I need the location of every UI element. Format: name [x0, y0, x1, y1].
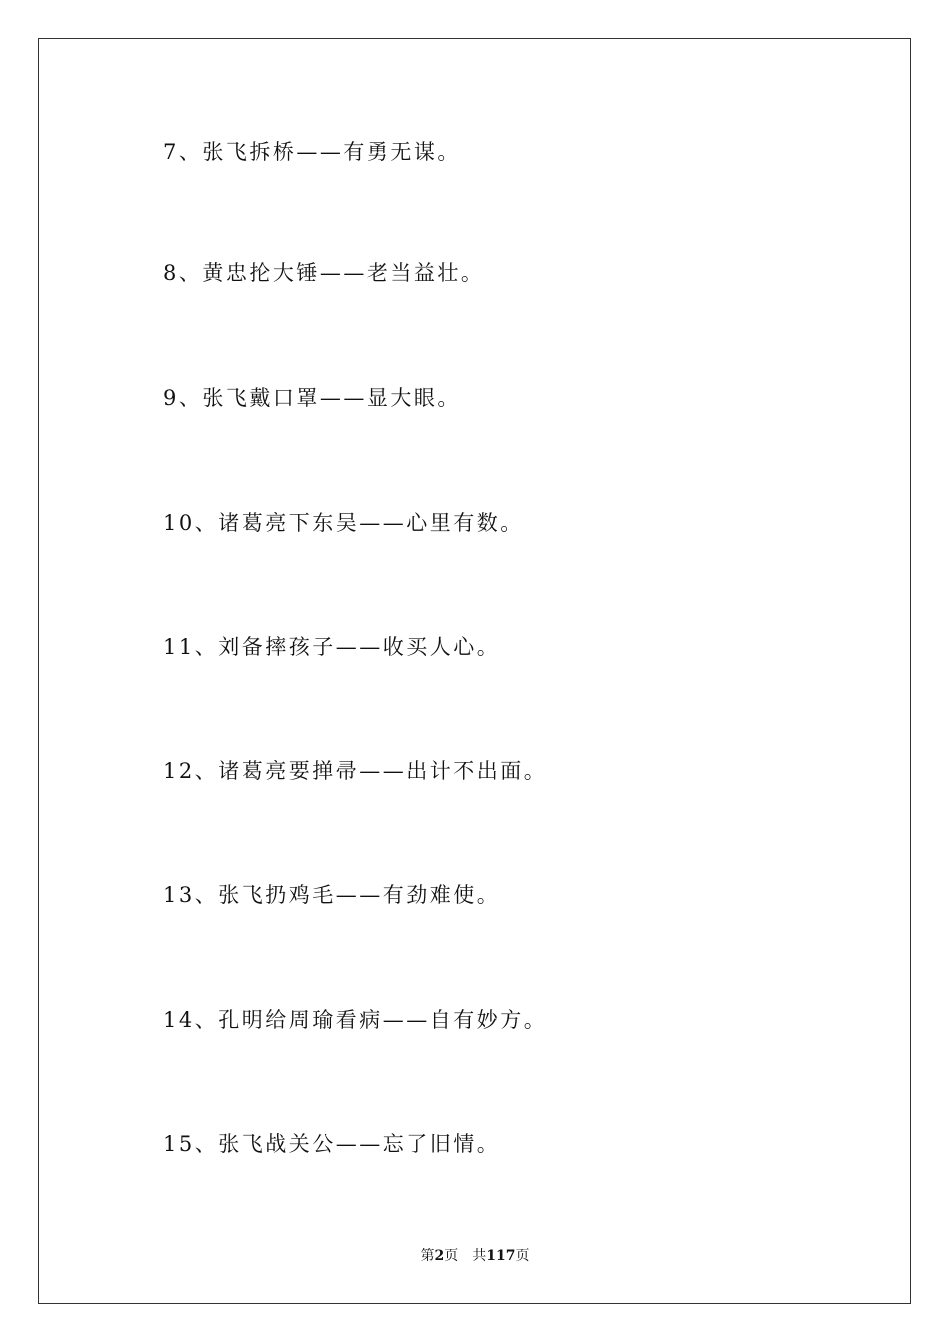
page-prefix: 第 [420, 1248, 435, 1264]
list-item: 14、孔明给周瑜看病——自有妙方。 [163, 1008, 548, 1032]
page-frame [38, 38, 911, 1304]
list-item: 7、张飞拆桥——有勇无谋。 [163, 140, 461, 164]
list-item: 11、刘备摔孩子——收买人心。 [163, 635, 501, 659]
total-suffix: 页 [515, 1248, 530, 1264]
page-number: 2 [434, 1248, 445, 1264]
page-footer [0, 1246, 950, 1266]
total-pages: 117 [486, 1248, 516, 1264]
list-item: 13、张飞扔鸡毛——有劲难使。 [163, 883, 501, 907]
list-item: 10、诸葛亮下东吴——心里有数。 [163, 511, 524, 535]
list-item: 8、黄忠抡大锤——老当益壮。 [163, 261, 485, 285]
page-suffix: 页 [444, 1248, 459, 1264]
list-item: 12、诸葛亮要掸帚——出计不出面。 [163, 759, 548, 783]
list-item: 9、张飞戴口罩——显大眼。 [163, 386, 461, 410]
list-item: 15、张飞战关公——忘了旧情。 [163, 1132, 501, 1156]
total-prefix: 共 [472, 1248, 487, 1264]
